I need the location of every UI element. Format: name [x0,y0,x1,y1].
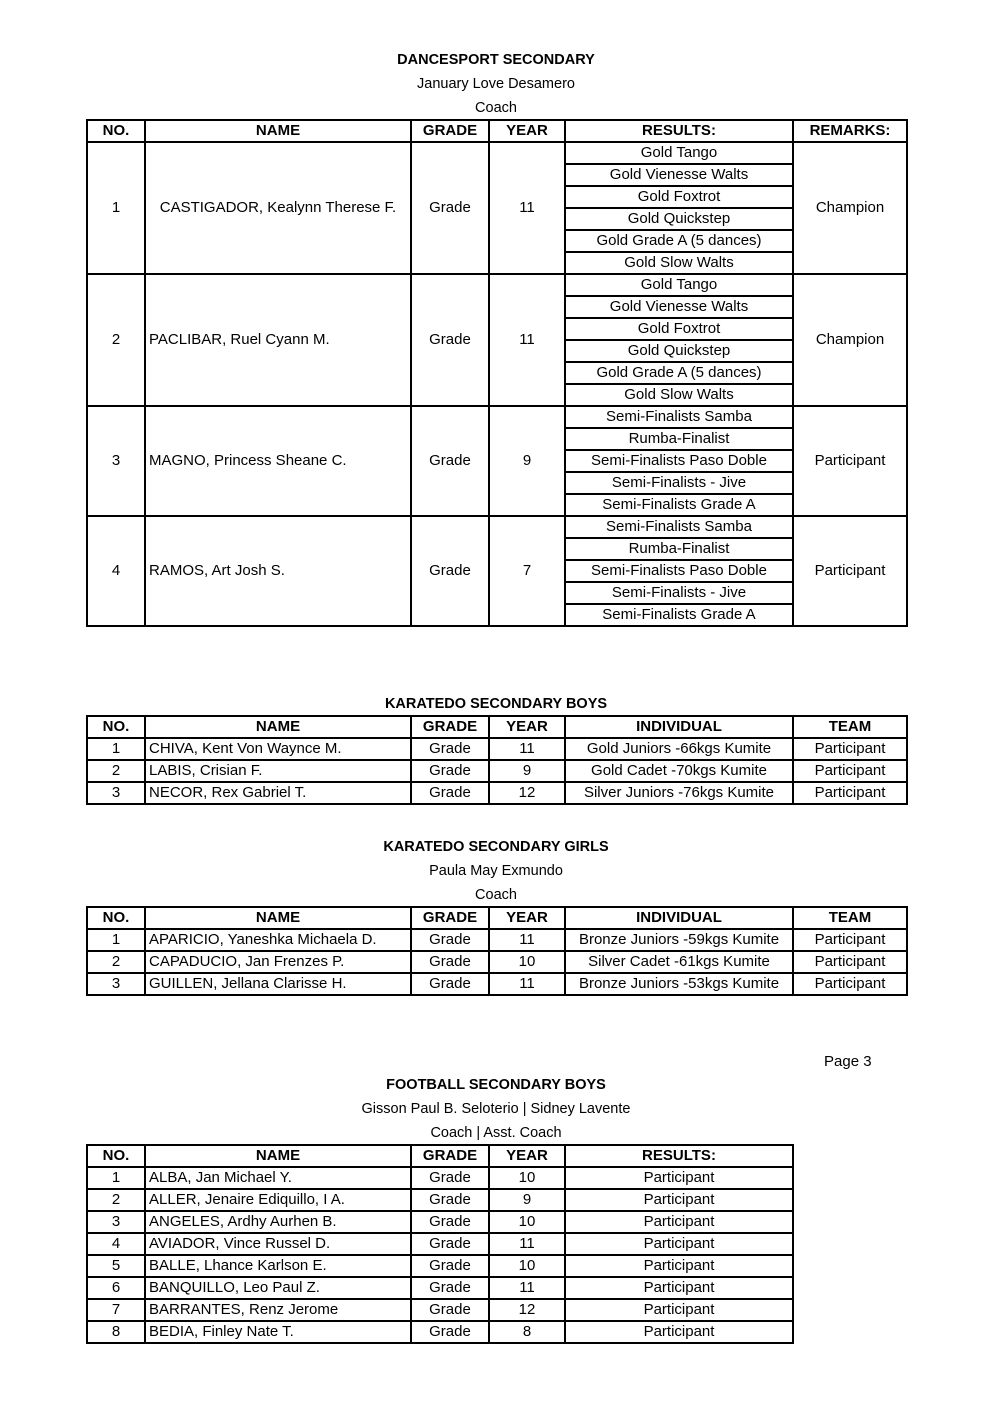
athlete-number: 1 [87,929,145,951]
table-row [87,1211,793,1233]
column-header: GRADE [411,1145,489,1167]
table-row [87,1189,793,1211]
remarks-cell: Participant [793,516,907,626]
football-header-row [87,1145,793,1167]
column-header: GRADE [411,120,489,142]
column-header: NO. [87,907,145,929]
athlete-year: 9 [489,1189,565,1211]
karatedo-girls-title: KARATEDO SECONDARY GIRLS [383,839,609,855]
athlete-name: RAMOS, Art Josh S. [145,516,411,626]
result-cell: Semi-Finalists Grade A [565,604,793,626]
dancesport-heading [86,48,906,120]
column-header: YEAR [489,716,565,738]
athlete-grade: Grade [411,973,489,995]
athlete-number: 5 [87,1255,145,1277]
dancesport-coach-name: January Love Desamero [417,76,575,92]
result-cell: Participant [565,1277,793,1299]
athlete-year: 11 [489,929,565,951]
table-row [87,274,907,296]
result-cell: Participant [565,1167,793,1189]
result-cell: Gold Slow Walts [565,252,793,274]
team-result: Participant [793,951,907,973]
table-row [87,1321,793,1343]
athlete-name: MAGNO, Princess Sheane C. [145,406,411,516]
result-cell: Participant [565,1211,793,1233]
football-title: FOOTBALL SECONDARY BOYS [386,1077,606,1093]
individual-result: Gold Juniors -66kgs Kumite [565,738,793,760]
athlete-number: 4 [87,516,145,626]
karatedo-boys-table-wrap [86,715,908,805]
result-cell: Gold Foxtrot [565,186,793,208]
result-cell: Gold Vienesse Walts [565,164,793,186]
athlete-grade: Grade [411,1167,489,1189]
athlete-year: 7 [489,516,565,626]
column-header: NAME [145,716,411,738]
karatedo-girls-coach-name: Paula May Exmundo [429,863,563,879]
table-row [87,738,907,760]
column-header: NO. [87,716,145,738]
athlete-number: 3 [87,973,145,995]
result-cell: Semi-Finalists Samba [565,406,793,428]
athlete-number: 6 [87,1277,145,1299]
column-header: INDIVIDUAL [565,907,793,929]
result-cell: Participant [565,1321,793,1343]
remarks-cell: Participant [793,406,907,516]
athlete-year: 11 [489,973,565,995]
athlete-name: BEDIA, Finley Nate T. [145,1321,411,1343]
column-header: YEAR [489,120,565,142]
table-row [87,782,907,804]
result-cell: Participant [565,1189,793,1211]
athlete-number: 1 [87,738,145,760]
column-header: GRADE [411,907,489,929]
column-header: GRADE [411,716,489,738]
result-cell: Gold Quickstep [565,208,793,230]
athlete-number: 3 [87,782,145,804]
athlete-grade: Grade [411,142,489,274]
athlete-year: 11 [489,142,565,274]
athlete-grade: Grade [411,406,489,516]
result-cell: Gold Slow Walts [565,384,793,406]
athlete-number: 3 [87,406,145,516]
athlete-name: CAPADUCIO, Jan Frenzes P. [145,951,411,973]
dancesport-table-wrap [86,119,908,627]
dancesport-table [86,119,908,627]
athlete-grade: Grade [411,1321,489,1343]
athlete-name: ANGELES, Ardhy Aurhen B. [145,1211,411,1233]
athlete-name: CASTIGADOR, Kealynn Therese F. [145,142,411,274]
athlete-grade: Grade [411,738,489,760]
table-row [87,1167,793,1189]
athlete-year: 11 [489,1277,565,1299]
athlete-year: 12 [489,782,565,804]
karatedo-girls-header-row [87,907,907,929]
individual-result: Silver Cadet -61kgs Kumite [565,951,793,973]
karatedo-girls-coach-role: Coach [475,887,517,903]
athlete-name: AVIADOR, Vince Russel D. [145,1233,411,1255]
athlete-grade: Grade [411,951,489,973]
athlete-grade: Grade [411,760,489,782]
athlete-name: ALLER, Jenaire Ediquillo, I A. [145,1189,411,1211]
athlete-year: 11 [489,738,565,760]
team-result: Participant [793,760,907,782]
football-table-wrap [86,1144,794,1344]
karatedo-girls-heading [86,835,906,907]
column-header: NO. [87,1145,145,1167]
football-heading [86,1073,906,1145]
athlete-grade: Grade [411,1299,489,1321]
athlete-number: 8 [87,1321,145,1343]
athlete-number: 7 [87,1299,145,1321]
column-header: RESULTS: [565,1145,793,1167]
table-row [87,973,907,995]
football-coach-role: Coach | Asst. Coach [430,1125,562,1141]
table-row [87,1233,793,1255]
result-cell: Semi-Finalists Paso Doble [565,560,793,582]
athlete-number: 1 [87,142,145,274]
athlete-year: 12 [489,1299,565,1321]
column-header: RESULTS: [565,120,793,142]
result-cell: Participant [565,1255,793,1277]
athlete-grade: Grade [411,1211,489,1233]
athlete-year: 11 [489,274,565,406]
athlete-grade: Grade [411,274,489,406]
team-result: Participant [793,929,907,951]
individual-result: Bronze Juniors -59kgs Kumite [565,929,793,951]
table-row [87,1299,793,1321]
athlete-number: 2 [87,760,145,782]
athlete-name: ALBA, Jan Michael Y. [145,1167,411,1189]
table-row [87,142,907,164]
athlete-name: BARRANTES, Renz Jerome [145,1299,411,1321]
karatedo-boys-table [86,715,908,805]
athlete-year: 9 [489,760,565,782]
athlete-grade: Grade [411,782,489,804]
athlete-number: 2 [87,1189,145,1211]
athlete-year: 9 [489,406,565,516]
result-cell: Rumba-Finalist [565,538,793,560]
athlete-grade: Grade [411,1255,489,1277]
athlete-year: 11 [489,1233,565,1255]
athlete-name: BALLE, Lhance Karlson E. [145,1255,411,1277]
athlete-year: 10 [489,1255,565,1277]
karatedo-boys-heading [86,692,906,716]
karatedo-boys-header-row [87,716,907,738]
remarks-cell: Champion [793,142,907,274]
result-cell: Semi-Finalists Paso Doble [565,450,793,472]
athlete-name: PACLIBAR, Ruel Cyann M. [145,274,411,406]
result-cell: Semi-Finalists Samba [565,516,793,538]
column-header: NAME [145,1145,411,1167]
athlete-name: NECOR, Rex Gabriel T. [145,782,411,804]
result-cell: Gold Vienesse Walts [565,296,793,318]
athlete-name: GUILLEN, Jellana Clarisse H. [145,973,411,995]
athlete-year: 8 [489,1321,565,1343]
result-cell: Semi-Finalists - Jive [565,472,793,494]
dancesport-title: DANCESPORT SECONDARY [397,52,595,68]
result-cell: Gold Grade A (5 dances) [565,362,793,384]
individual-result: Gold Cadet -70kgs Kumite [565,760,793,782]
athlete-grade: Grade [411,516,489,626]
result-cell: Gold Tango [565,142,793,164]
athlete-grade: Grade [411,929,489,951]
result-cell: Gold Quickstep [565,340,793,362]
athlete-number: 4 [87,1233,145,1255]
result-cell: Participant [565,1299,793,1321]
result-cell: Gold Foxtrot [565,318,793,340]
team-result: Participant [793,973,907,995]
table-row [87,951,907,973]
athlete-number: 2 [87,274,145,406]
result-cell: Gold Tango [565,274,793,296]
athlete-name: CHIVA, Kent Von Waynce M. [145,738,411,760]
result-cell: Participant [565,1233,793,1255]
result-cell: Semi-Finalists Grade A [565,494,793,516]
karatedo-girls-table-wrap [86,906,908,996]
football-table [86,1144,794,1344]
individual-result: Bronze Juniors -53kgs Kumite [565,973,793,995]
table-row [87,406,907,428]
athlete-number: 1 [87,1167,145,1189]
page-number: Page 3 [824,1053,872,1070]
athlete-grade: Grade [411,1189,489,1211]
football-coach-name: Gisson Paul B. Seloterio | Sidney Lavente [361,1101,631,1117]
dancesport-coach-role: Coach [475,100,517,116]
athlete-grade: Grade [411,1277,489,1299]
table-row [87,516,907,538]
karatedo-boys-title: KARATEDO SECONDARY BOYS [384,696,608,712]
remarks-cell: Champion [793,274,907,406]
column-header: NAME [145,907,411,929]
result-cell: Rumba-Finalist [565,428,793,450]
athlete-number: 2 [87,951,145,973]
column-header: YEAR [489,907,565,929]
table-row [87,1277,793,1299]
individual-result: Silver Juniors -76kgs Kumite [565,782,793,804]
team-result: Participant [793,738,907,760]
result-cell: Semi-Finalists - Jive [565,582,793,604]
dancesport-header-row [87,120,907,142]
athlete-name: BANQUILLO, Leo Paul Z. [145,1277,411,1299]
athlete-year: 10 [489,1167,565,1189]
athlete-grade: Grade [411,1233,489,1255]
result-cell: Gold Grade A (5 dances) [565,230,793,252]
karatedo-girls-table [86,906,908,996]
column-header: NO. [87,120,145,142]
table-row [87,1255,793,1277]
table-row [87,760,907,782]
column-header: YEAR [489,1145,565,1167]
team-result: Participant [793,782,907,804]
column-header: TEAM [793,907,907,929]
athlete-name: APARICIO, Yaneshka Michaela D. [145,929,411,951]
column-header: INDIVIDUAL [565,716,793,738]
column-header: NAME [145,120,411,142]
athlete-year: 10 [489,951,565,973]
athlete-number: 3 [87,1211,145,1233]
column-header: TEAM [793,716,907,738]
table-row [87,929,907,951]
athlete-name: LABIS, Crisian F. [145,760,411,782]
athlete-year: 10 [489,1211,565,1233]
column-header: REMARKS: [793,120,907,142]
